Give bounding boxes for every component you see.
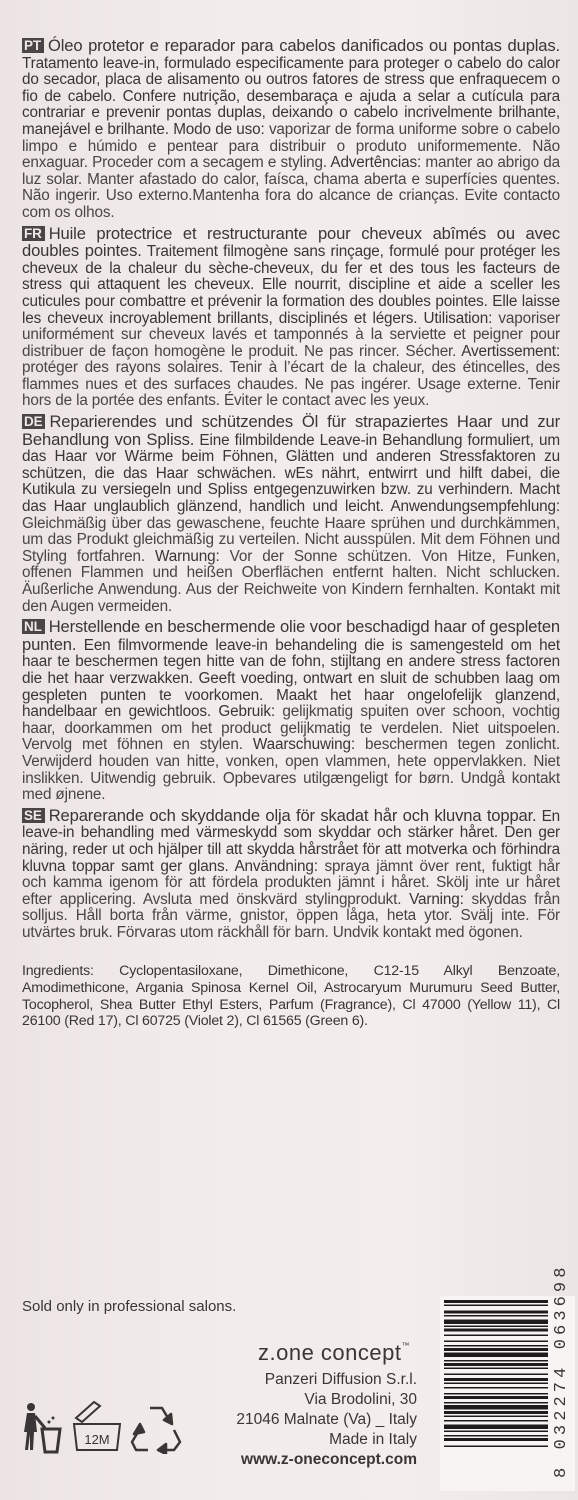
warning-text: skyddas från solljus. Håll borta från värme, gnistor, öppen låga, heta ytor. Svälj inte. För utvärtes bruk. Förvaras utom räckhåll för barn. Undvik kontakt med ögonen.: [22, 890, 561, 941]
barcode-bar: [444, 1387, 548, 1389]
warning-text: beschermen tegen zonlicht. Verwijderd houden van hitte, vonken, open vlammen, hete oppervlakken. Niet inslikken. Uitwendig gebruik. Opbevares utilgængeligt for børn. Undgå kontakt med øjnene.: [22, 736, 560, 804]
barcode-bar: [444, 1345, 548, 1347]
barcode-bar: [444, 1383, 548, 1385]
usage-label: Modo de uso:: [173, 120, 265, 138]
barcode-bar: [444, 1311, 548, 1314]
barcode-bar: [444, 1393, 548, 1395]
brand-logo: [258, 1340, 410, 1366]
language-tag: FR: [22, 226, 45, 241]
section-pt: [22, 38, 560, 222]
section-body: En leave-in behandling med värmeskydd som skyddar och stärker håret. Den ger näring, reder ut och hjälper till att skydda hårstrået för att motverka och förhindra kluvna toppar samt ger glans.: [22, 807, 560, 875]
barcode-bar: [444, 1405, 548, 1410]
ingredients-block: [22, 963, 560, 1029]
barcode-bar: [444, 1326, 548, 1328]
barcode-bar: [444, 1348, 548, 1351]
trademark-mark: ™: [401, 1341, 410, 1350]
usage-text: vaporizar de forma uniforme sobre o cabelo limpo e húmido e pentear para distribuir o produto uniformemente. Não enxaguar. Proceder com a secagem e styling.: [22, 120, 560, 172]
barcode-bar: [444, 1402, 548, 1404]
barcode-bar: [444, 1341, 548, 1343]
usage-text: vaporiser uniformément sur cheveux lavés et tamponnés à la serviette et peigner pour distribuer de façon homogène le produit. Ne pas rincer. Sécher.: [22, 309, 560, 360]
barcode-bar: [444, 1435, 548, 1437]
section-body: Een filmvormende leave-in behandeling die is samengesteld om het haar te beschermen tegen hitte van de fohn, stijltang en andere stress factoren die het haar verzwakken. Geeft voeding, ontwart en sluit de schubben laag om gespleten punten te voorkomen. Maakt het haar ongelofelijk glanzend, handelbaar en gewichtloos.: [22, 636, 560, 721]
section-body: Traitement filmogène sans rinçage, formulé pour protéger les cheveux de la chaleur du sèche-cheveux, du fer et des tous les facteurs de stress qui attaquent les cheveux. Elle nourrit, discipline et aide a sceller les cuticules pour combattre et prévenir la formation des doubles pointes. Elle laisse les cheveux incroyablement brillants, disciplinés et légers.: [22, 243, 560, 327]
barcode-bar: [444, 1416, 548, 1418]
usage-text: Gleichmäßig über das gewaschene, feuchte Haare sprühen und durchkämmen, um das Produkt gleichmäßig zu verteilen. Nicht ausspülen. Mit dem Föhnen und Styling fortfahren.: [22, 514, 560, 565]
warning-text: manter ao abrigo da luz solar. Manter afastado do calor, faísca, chama aberta e superfícies quentes. Não ingerir. Uso externo.Mantenha fora do alcance de crianças. Evite contacto com os olhos.: [22, 154, 560, 221]
section-title: Huile protectrice et restructurante pour cheveux abîmés ou avec doubles pointes.: [22, 223, 560, 261]
open-jar-12m-icon: [70, 1398, 124, 1454]
warning-label: Avertissement:: [461, 342, 560, 360]
warning-label: Warnung:: [155, 547, 220, 565]
barcode-bar: [444, 1335, 548, 1337]
barcode-bar: [444, 1305, 548, 1307]
address-line: 21046 Malnate (Va) _ Italy: [236, 1411, 417, 1428]
usage-label: Gebruik:: [218, 703, 275, 721]
barcode-bar: [444, 1320, 548, 1325]
language-tag: SE: [22, 808, 45, 823]
tidyman-bin-icon: [18, 1402, 64, 1454]
warning-text: Vor der Sonne schützen. Von Hitze, Funken, offenen Flammen und heißen Oberflächen entfernt halten. Nicht schlucken. Äußerliche Anwendung. Aus der Reichweite von Kindern fernhalten. Kontakt mit den Augen vermeiden.: [22, 547, 560, 615]
manufacturer-address: [236, 1370, 417, 1470]
barcode-bar: [444, 1446, 548, 1448]
barcode-number: 8 032274 063698: [552, 1263, 571, 1478]
barcode: [440, 1263, 575, 1491]
barcode-bar: [444, 1360, 548, 1362]
address-line: Made in Italy: [329, 1431, 417, 1448]
barcode-bar: [444, 1425, 548, 1430]
brand-name: z.one concept: [258, 1340, 402, 1365]
warning-label: Advertências:: [330, 154, 422, 172]
section-body: Tratamento leave-in, formulado especificamente para proteger o cabelo do calor do secador, placa de alisamento ou outros fatores de stress que enfraquecem o fio de cabelo. Confere nutrição, desembaraça e ajuda a selar a cutícula para contrariar e prevenir pontas duplas, deixando o cabelo incrivelmente brilhante, manejável e brilhante.: [22, 54, 560, 138]
barcode-bar: [444, 1420, 548, 1422]
barcode-bar: [444, 1396, 548, 1399]
barcode-bar: [444, 1378, 548, 1381]
barcode-bar: [444, 1329, 548, 1332]
section-fr: [22, 223, 560, 411]
barcode-bar: [444, 1363, 548, 1366]
sold-note: Sold only in professional salons.: [22, 1298, 237, 1315]
language-tag: PT: [22, 38, 44, 53]
barcode-bar: [444, 1411, 548, 1414]
usage-label: Användning:: [234, 857, 318, 875]
barcode-bar: [444, 1300, 548, 1303]
section-nl: [22, 619, 560, 804]
barcode-bar: [444, 1431, 548, 1433]
pao-label: 12M: [84, 1432, 110, 1447]
section-title: Reparierendes und schützendes Öl für strapaziertes Haar und zur Behandlung von Spliss.: [22, 412, 560, 449]
recycle-icon: [128, 1402, 184, 1454]
section-se: [22, 805, 561, 942]
barcode-bar: [444, 1353, 548, 1358]
address-line: Via Brodolini, 30: [304, 1391, 417, 1408]
ingredients-label: Ingredients:: [22, 963, 94, 980]
section-title: Herstellende en beschermende olie voor beschadigd haar of gespleten punten.: [22, 617, 560, 654]
usage-label: Utilisation:: [423, 309, 493, 327]
barcode-bar: [444, 1438, 548, 1441]
warning-label: Varning:: [409, 890, 464, 908]
label-text-area: [22, 38, 560, 1044]
ingredients-text: Cyclopentasiloxane, Dimethicone, C12-15 Alkyl Benzoate, Amodimethicone, Argania Spinosa Kernel Oil, Astrocaryum Murumuru Seed Butter, Tocopherol, Shea Butter Ethyl Esters, Parfum (Fragrance), Cl 47000 (Yellow 11), Cl 26100 (Red 17), Cl 60725 (Violet 2), Cl 61565 (Green 6).: [22, 963, 560, 1030]
barcode-bars: [444, 1300, 548, 1486]
warning-text: protéger des rayons solaires. Tenir à l’écart de la chaleur, des étincelles, des flammes nues et des surfaces chaudes. Ne pas ingérer. Usage externe. Tenir hors de la portée des enfants. Éviter le contact avec les yeux.: [22, 359, 560, 410]
language-tag: DE: [22, 414, 45, 429]
address-line: Panzeri Diffusion S.r.l.: [264, 1371, 417, 1388]
section-title: Óleo protetor e reparador para cabelos danificados ou pontas duplas.: [47, 36, 560, 55]
usage-text: spraya jämnt över rent, fuktigt hår och kamma igenom för att fördela produkten jämnt i håret. Skölj inte ur håret efter applicering. Avsluta med önskvärd stylingprodukt.: [22, 857, 560, 908]
section-body: Eine filmbildende Leave-in Behandlung formuliert, um das Haar vor Wärme beim Föhnen, Glätten und anderen Stressfaktoren zu schützen, die das Haar schwächen. wEs nährt, entwirrt und hilft dabei, die Kutikula zu versiegeln und Spliss entgegenzuwirken bzw. zu verhindern. Macht das Haar unglaublich glänzend, handlich und leicht.: [22, 431, 560, 516]
usage-text: gelijkmatig spuiten over schoon, vochtig haar, doorkammen om het product gelijkmatig te verdelen. Niet uitspoelen. Vervolg met föhnen en stylen.: [22, 703, 560, 754]
language-tag: NL: [22, 619, 45, 634]
barcode-bar: [444, 1315, 548, 1317]
usage-label: Anwendungsempfehlung:: [390, 498, 560, 516]
warning-label: Waarschuwing:: [252, 736, 355, 754]
section-de: [22, 414, 560, 615]
section-title: Reparerande och skyddande olja för skadat hår och kluvna toppar.: [48, 805, 537, 825]
barcode-bar: [444, 1374, 548, 1376]
website-link: www.z-oneconcept.com: [241, 1451, 417, 1468]
barcode-bar: [444, 1368, 548, 1370]
